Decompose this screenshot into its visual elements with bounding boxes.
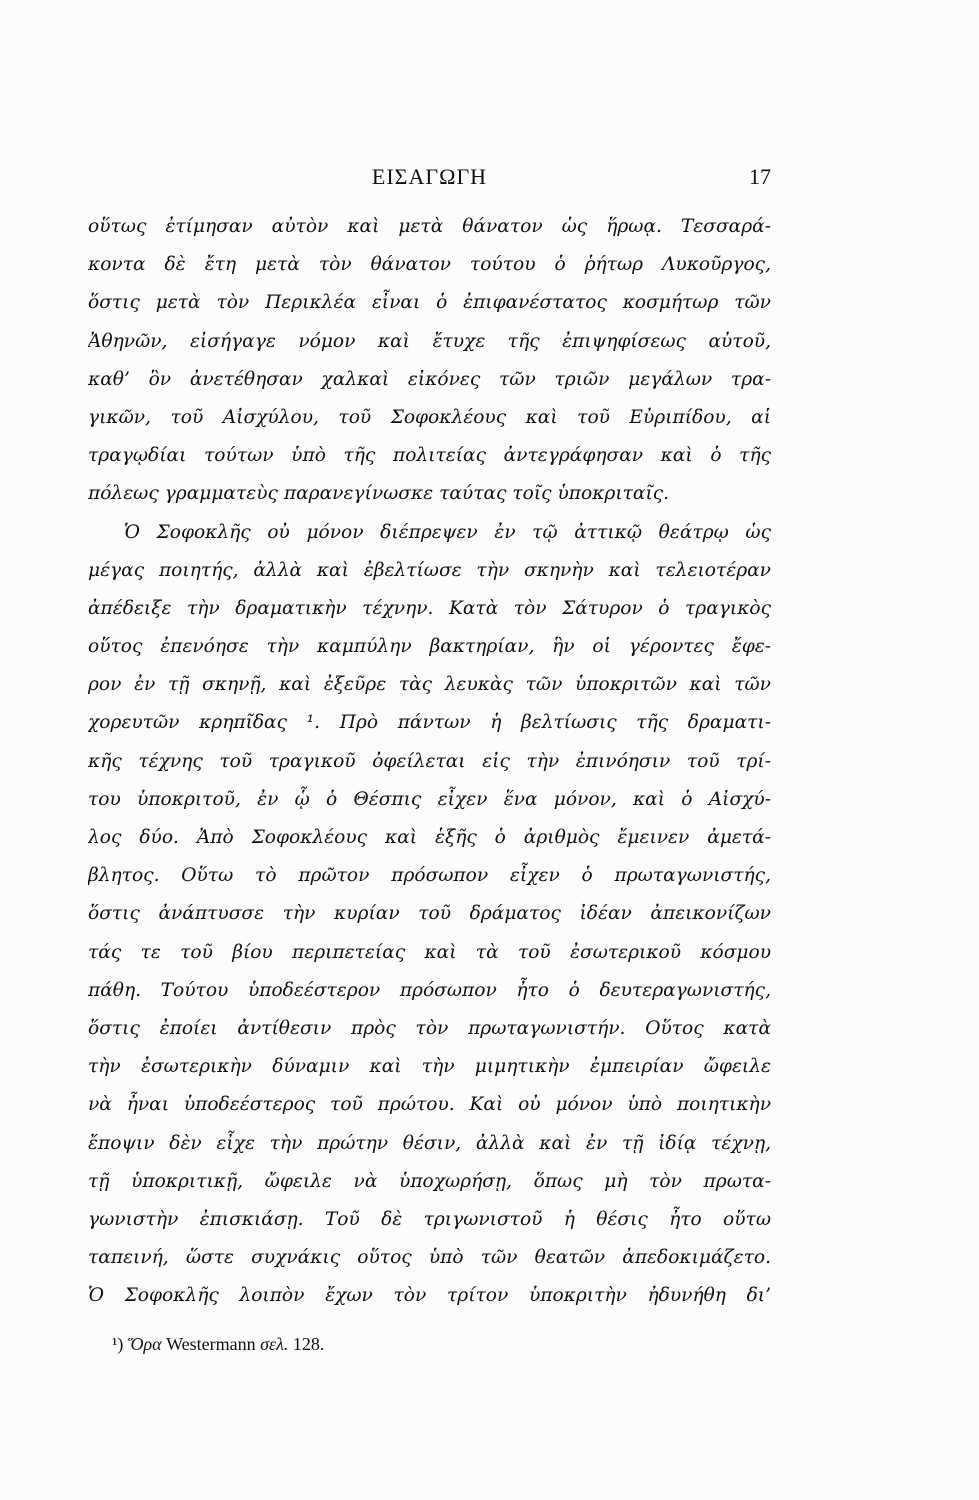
- text-line: καθ’ ὃν ἀνετέθησαν χαλκαὶ εἰκόνες τῶν τριῶν μεγάλων τρα-: [88, 368, 771, 390]
- text-line: μέγας ποιητής, ἀλλὰ καὶ ἐβελτίωσε τὴν σκηνὴν καὶ τελειοτέραν: [88, 559, 771, 581]
- header-title: ΕΙΣΑΓΩΓΗ: [371, 164, 488, 189]
- footnote-see: Ὅρα: [127, 1334, 162, 1354]
- text-line: νὰ ἦναι ὑποδεέστερος τοῦ πρώτου. Καὶ οὐ μόνον ὑπὸ ποιητικὴν: [88, 1094, 771, 1116]
- footnote-marker: ¹): [112, 1334, 124, 1354]
- text-line: ὅστις ἀνάπτυσσε τὴν κυρίαν τοῦ δράματος ἰδέαν ἀπεικονίζων: [88, 903, 771, 925]
- text-line: τραγῳδίαι τούτων ὑπὸ τῆς πολιτείας ἀντεγράφησαν καὶ ὁ τῆς: [88, 445, 771, 467]
- text-line: τῇ ὑποκριτικῇ, ὤφειλε νὰ ὑποχωρήσῃ, ὅπως μὴ τὸν πρωτα-: [88, 1170, 771, 1192]
- text-line: τὴν ἐσωτερικὴν δύναμιν καὶ τὴν μιμητικὴν ἐμπειρίαν ὤφειλε: [88, 1056, 771, 1078]
- text-line-paragraph-start: Ὁ Σοφοκλῆς οὐ μόνον διέπρεψεν ἐν τῷ ἀττικῷ θεάτρῳ ὡς: [124, 521, 771, 543]
- text-line: του ὑποκριτοῦ, ἐν ᾧ ὁ Θέσπις εἶχεν ἕνα μόνον, καὶ ὁ Αἰσχύ-: [88, 788, 771, 810]
- footnote: [112, 1334, 324, 1355]
- body-text: [88, 208, 771, 1315]
- text-line: οὕτος ἐπενόησε τὴν καμπύλην βακτηρίαν, ἣν οἱ γέροντες ἔφε-: [88, 636, 771, 658]
- text-line: ἔποψιν δὲν εἶχε τὴν πρώτην θέσιν, ἀλλὰ καὶ ἐν τῇ ἰδίᾳ τέχνῃ,: [88, 1132, 771, 1154]
- footnote-page-abbr: σελ.: [260, 1334, 289, 1354]
- text-line: βλητος. Οὕτω τὸ πρῶτον πρόσωπον εἶχεν ὁ πρωταγωνιστής,: [88, 865, 771, 887]
- text-line: Ἀθηνῶν, εἰσήγαγε νόμον καὶ ἔτυχε τῆς ἐπιψηφίσεως αὐτοῦ,: [88, 330, 771, 352]
- text-line: κοντα δὲ ἔτη μετὰ τὸν θάνατον τούτου ὁ ῥήτωρ Λυκοῦργος,: [88, 254, 771, 276]
- text-line: οὕτως ἐτίμησαν αὐτὸν καὶ μετὰ θάνατον ὡς ἥρωᾳ. Τεσσαρά-: [88, 216, 771, 237]
- text-line: Ὁ Σοφοκλῆς λοιπὸν ἔχων τὸν τρίτον ὑποκριτὴν ἠδυνήθη δι’: [88, 1285, 771, 1307]
- text-line: τάς τε τοῦ βίου περιπετείας καὶ τὰ τοῦ ἐσωτερικοῦ κόσμου: [88, 941, 771, 963]
- text-line: πόλεως γραμματεὺς παρανεγίνωσκε ταύτας τοῖς ὑποκριταῖς.: [88, 483, 670, 505]
- text-line: γικῶν, τοῦ Αἰσχύλου, τοῦ Σοφοκλέους καὶ τοῦ Εὐριπίδου, αἱ: [88, 406, 771, 428]
- text-line: ὅστις ἐποίει ἀντίθεσιν πρὸς τὸν πρωταγωνιστήν. Οὕτος κατὰ: [88, 1017, 771, 1039]
- text-line: χορευτῶν κρηπῖδας ¹. Πρὸ πάντων ἡ βελτίωσις τῆς δραματι-: [88, 712, 771, 734]
- text-line: ρον ἐν τῇ σκηνῇ, καὶ ἐξεῦρε τὰς λευκὰς τῶν ὑποκριτῶν καὶ τῶν: [88, 674, 771, 696]
- text-line: γωνιστὴν ἐπισκιάσῃ. Τοῦ δὲ τριγωνιστοῦ ἡ θέσις ἦτο οὕτω: [88, 1208, 771, 1230]
- text-line: λος δύο. Ἀπὸ Σοφοκλέους καὶ ἑξῆς ὁ ἀριθμὸς ἔμεινεν ἀμετά-: [88, 827, 771, 848]
- page-number: 17: [749, 164, 771, 189]
- text-line: κῆς τέχνης τοῦ τραγικοῦ ὀφείλεται εἰς τὴν ἐπινόησιν τοῦ τρί-: [88, 750, 771, 772]
- text-line: ταπεινή, ὥστε συχνάκις οὕτος ὑπὸ τῶν θεατῶν ἀπεδοκιμάζετο.: [88, 1247, 771, 1269]
- text-line: ἀπέδειξε τὴν δραματικὴν τέχνην. Κατὰ τὸν Σάτυρον ὁ τραγικὸς: [88, 597, 771, 619]
- text-line: πάθη. Τούτου ὑποδεέστερον πρόσωπον ἦτο ὁ δευτεραγωνιστής,: [88, 979, 771, 1001]
- running-header: [88, 164, 771, 194]
- footnote-reference: Westermann: [166, 1334, 256, 1354]
- text-line: ὅστις μετὰ τὸν Περικλέα εἶναι ὁ ἐπιφανέστατος κοσμήτωρ τῶν: [88, 292, 771, 314]
- footnote-page-number: 128.: [292, 1334, 325, 1354]
